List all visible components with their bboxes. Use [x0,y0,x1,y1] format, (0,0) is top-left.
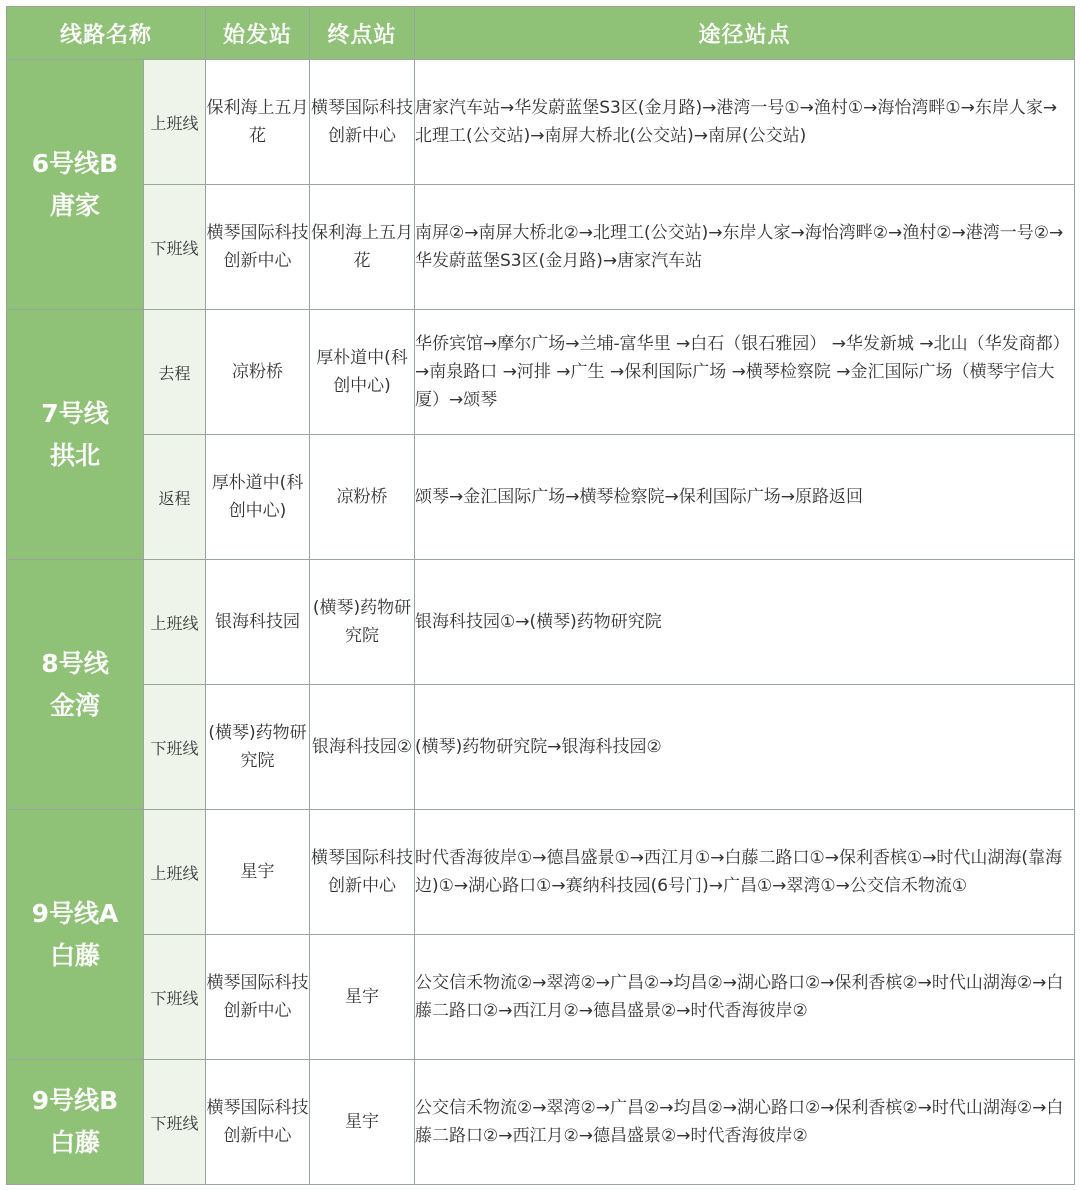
table-header-row [7,7,1075,60]
direction-cell: 上班线 [144,560,206,685]
table-row [7,1060,1075,1185]
line-number: 7号线 [41,398,109,428]
table-row [7,685,1075,810]
header-line-name: 线路名称 [7,7,206,60]
end-station-cell: 银海科技园② [310,685,415,810]
line-name-cell [7,1060,144,1185]
route-stops-cell: 公交信禾物流②→翠湾②→广昌②→均昌②→湖心路口②→保利香槟②→时代山湖海②→白藤二路口②→西江月②→德昌盛景②→时代香海彼岸② [415,1060,1075,1185]
end-station-cell: 凉粉桥 [310,435,415,560]
route-stops-cell: 银海科技园①→(横琴)药物研究院 [415,560,1075,685]
table-row [7,60,1075,185]
direction-cell: 下班线 [144,1060,206,1185]
direction-cell: 下班线 [144,935,206,1060]
direction-cell: 返程 [144,435,206,560]
table-row [7,185,1075,310]
table-row [7,435,1075,560]
start-station-cell: (横琴)药物研究院 [206,685,310,810]
line-number: 9号线A [31,898,119,928]
header-end-station: 终点站 [310,7,415,60]
start-station-cell: 横琴国际科技创新中心 [206,185,310,310]
route-stops-cell: (横琴)药物研究院→银海科技园② [415,685,1075,810]
route-stops-cell: 南屏②→南屏大桥北②→北理工(公交站)→东岸人家→海怡湾畔②→渔村②→港湾一号②→华发蔚蓝堡S3区(金月路)→唐家汽车站 [415,185,1075,310]
line-name-cell [7,60,144,310]
line-area: 白藤 [49,1128,100,1157]
direction-cell: 下班线 [144,185,206,310]
start-station-cell: 星宇 [206,810,310,935]
line-number: 6号线B [31,148,119,178]
line-number: 9号线B [31,1086,119,1115]
start-station-cell: 横琴国际科技创新中心 [206,1060,310,1185]
end-station-cell: 厚朴道中(科创中心) [310,310,415,435]
end-station-cell: (横琴)药物研究院 [310,560,415,685]
route-stops-cell: 唐家汽车站→华发蔚蓝堡S3区(金月路)→港湾一号①→渔村①→海怡湾畔①→东岸人家→北理工(公交站)→南屏大桥北(公交站)→南屏(公交站) [415,60,1075,185]
table-row [7,310,1075,435]
route-stops-cell: 颂琴→金汇国际广场→横琴检察院→保利国际广场→原路返回 [415,435,1075,560]
route-stops-cell: 时代香海彼岸①→德昌盛景①→西江月①→白藤二路口①→保利香槟①→时代山湖海(靠海边)①→湖心路口①→赛纳科技园(6号门)→广昌①→翠湾①→公交信禾物流① [415,810,1075,935]
route-stops-cell: 公交信禾物流②→翠湾②→广昌②→均昌②→湖心路口②→保利香槟②→时代山湖海②→白藤二路口②→西江月②→德昌盛景②→时代香海彼岸② [415,935,1075,1060]
line-name-cell [7,810,144,1060]
header-start-station: 始发站 [206,7,310,60]
line-area: 拱北 [49,440,100,470]
end-station-cell: 星宇 [310,1060,415,1185]
bus-route-table [6,6,1075,1185]
line-name-cell [7,310,144,560]
start-station-cell: 厚朴道中(科创中心) [206,435,310,560]
end-station-cell: 横琴国际科技创新中心 [310,60,415,185]
table-row [7,810,1075,935]
start-station-cell: 凉粉桥 [206,310,310,435]
direction-cell: 上班线 [144,810,206,935]
direction-cell: 下班线 [144,685,206,810]
header-route-stops: 途径站点 [415,7,1075,60]
table-row [7,935,1075,1060]
route-stops-cell: 华侨宾馆→摩尔广场→兰埔-富华里 →白石（银石雅园） →华发新城 →北山（华发商都）→南泉路口 →河排 →广生 →保利国际广场 →横琴检察院 →金汇国际广场（横琴宇信大厦）→颂琴 [415,310,1075,435]
direction-cell: 去程 [144,310,206,435]
start-station-cell: 保利海上五月花 [206,60,310,185]
end-station-cell: 保利海上五月花 [310,185,415,310]
line-name-cell [7,560,144,810]
line-area: 金湾 [49,690,100,720]
end-station-cell: 星宇 [310,935,415,1060]
table-row [7,560,1075,685]
line-number: 8号线 [41,648,109,678]
start-station-cell: 银海科技园 [206,560,310,685]
end-station-cell: 横琴国际科技创新中心 [310,810,415,935]
start-station-cell: 横琴国际科技创新中心 [206,935,310,1060]
line-area: 唐家 [49,190,100,220]
direction-cell: 上班线 [144,60,206,185]
line-area: 白藤 [49,940,100,970]
